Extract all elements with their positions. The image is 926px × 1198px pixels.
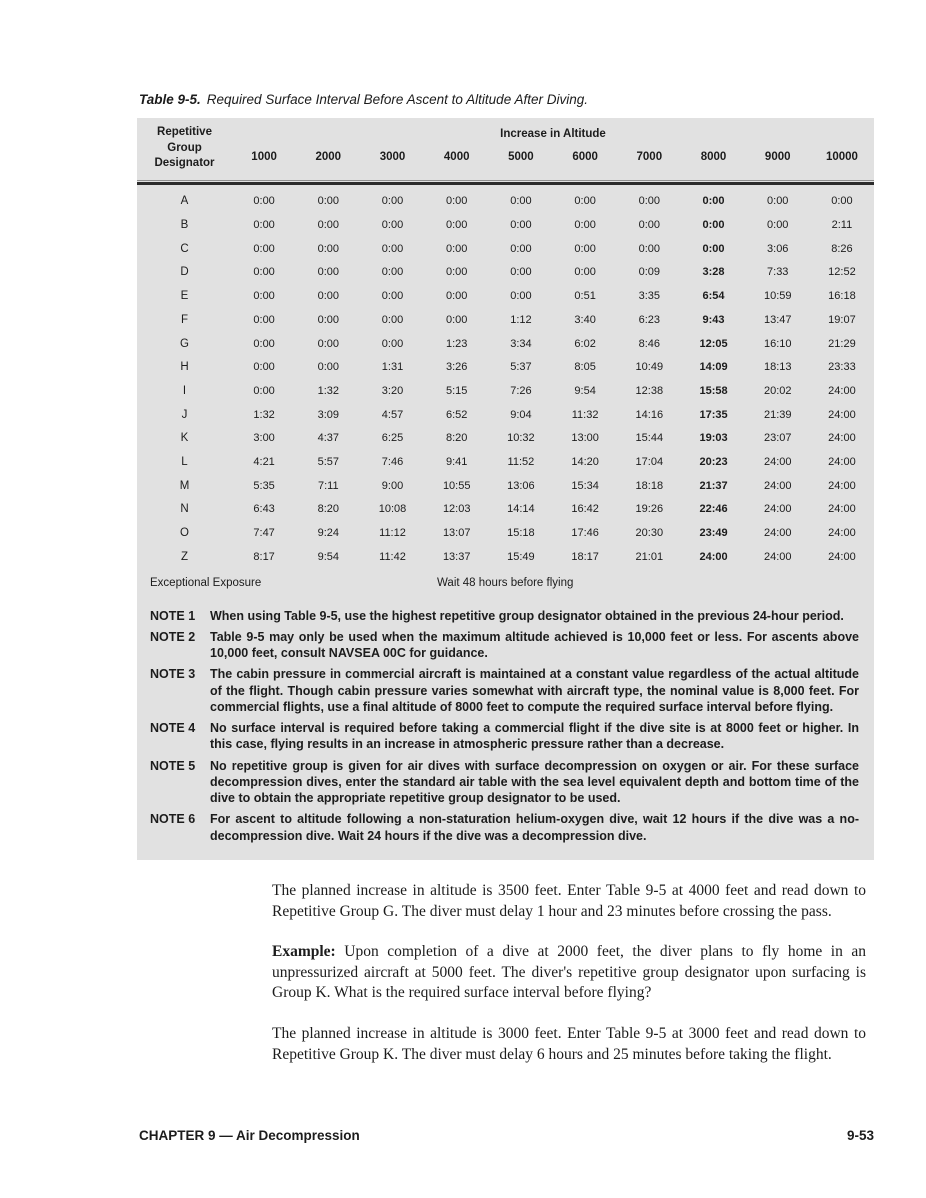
surface-interval-cell: 0:00 [253, 266, 275, 279]
group-designator-cell: Z [180, 550, 189, 563]
surface-interval-cell: 0:00 [253, 337, 275, 350]
altitude-column-header: 2000 [315, 151, 342, 163]
increase-in-altitude-label: Increase in Altitude [500, 128, 606, 140]
surface-interval-cell: 0:00 [317, 361, 340, 374]
note-label: NOTE 3 [150, 667, 196, 682]
note-item [150, 629, 859, 662]
surface-interval-cell: 14:09 [699, 361, 728, 374]
group-designator-cell: K [180, 432, 189, 445]
surface-interval-cell: 5:57 [317, 455, 340, 468]
table-row [137, 474, 874, 498]
surface-interval-cell: 24:00 [763, 503, 792, 516]
surface-interval-cell: 0:00 [510, 219, 532, 232]
surface-interval-cell: 0:00 [381, 266, 404, 279]
surface-interval-cell: 0:00 [253, 242, 275, 255]
surface-interval-cell: 0:00 [446, 266, 468, 279]
footer-chapter-label: CHAPTER 9 — Air Decompression [139, 1128, 360, 1143]
surface-interval-cell: 10:59 [763, 290, 792, 303]
surface-interval-cell: 0:00 [381, 290, 404, 303]
surface-interval-cell: 5:15 [446, 384, 468, 397]
group-designator-cell: B [180, 219, 189, 232]
designator-header-cell [137, 125, 232, 172]
surface-interval-cell: 21:01 [635, 550, 664, 563]
surface-interval-cell: 3:34 [510, 337, 532, 350]
surface-interval-cell: 1:31 [381, 361, 404, 374]
altitude-column-header: 3000 [379, 151, 406, 163]
surface-interval-cell: 10:49 [635, 361, 664, 374]
surface-interval-cell: 24:00 [828, 550, 856, 563]
surface-interval-cell: 0:00 [510, 290, 532, 303]
surface-interval-cell: 6:43 [253, 503, 275, 516]
altitude-column-header: 5000 [508, 151, 534, 163]
group-designator-cell: H [180, 361, 189, 374]
table-row [137, 213, 874, 237]
surface-interval-cell: 2:11 [831, 219, 853, 232]
paragraph-lead: Example: [272, 943, 345, 961]
surface-interval-cell: 0:00 [317, 290, 340, 303]
table-row [137, 284, 874, 308]
surface-interval-cell: 0:00 [702, 242, 725, 255]
table-row [137, 521, 874, 545]
surface-interval-cell: 3:06 [767, 242, 789, 255]
surface-interval-cell: 0:00 [381, 242, 404, 255]
surface-interval-cell: 8:46 [638, 337, 661, 350]
surface-interval-cell: 24:00 [828, 408, 856, 421]
surface-interval-cell: 23:07 [763, 432, 792, 445]
surface-interval-cell: 18:18 [635, 479, 664, 492]
surface-interval-cell: 0:00 [574, 266, 596, 279]
table-row [137, 450, 874, 474]
surface-interval-cell: 0:00 [381, 337, 404, 350]
surface-interval-cell: 3:09 [317, 408, 340, 421]
surface-interval-cell: 9:43 [702, 313, 725, 326]
surface-interval-cell: 7:26 [510, 384, 532, 397]
surface-interval-cell: 11:32 [571, 408, 599, 421]
surface-interval-cell: 0:00 [381, 313, 404, 326]
surface-interval-cell: 8:26 [831, 242, 853, 255]
note-item [150, 720, 859, 753]
surface-interval-cell: 0:00 [510, 266, 532, 279]
surface-interval-cell: 0:51 [574, 290, 596, 303]
surface-interval-cell: 17:04 [635, 455, 664, 468]
surface-interval-cell: 0:00 [317, 266, 340, 279]
surface-interval-cell: 0:00 [253, 219, 275, 232]
body-paragraph: The planned increase in altitude is 3500 feet. Enter Table 9-5 at 4000 feet and read down to Repetitive Group G. The diver must delay 1 hour and 23 minutes before crossing the pass. [272, 882, 866, 920]
note-label: NOTE 4 [150, 721, 196, 736]
surface-interval-cell: 16:10 [763, 337, 792, 350]
table-row [137, 545, 874, 569]
group-designator-cell: M [179, 479, 190, 492]
table-number: Table 9-5. [139, 92, 201, 107]
surface-interval-cell: 24:00 [763, 550, 792, 563]
surface-interval-cell: 3:28 [702, 266, 725, 279]
surface-interval-cell: 17:46 [571, 527, 599, 540]
note-text: No surface interval is required before taking a commercial flight if the dive site is at 8000 feet or higher. In this case, flying results in an increase in atmospheric pressure rather than a decrease. [210, 721, 859, 752]
surface-interval-cell: 1:23 [446, 337, 468, 350]
surface-interval-cell: 21:29 [828, 337, 856, 350]
surface-interval-cell: 15:49 [507, 550, 535, 563]
altitude-column-header: 8000 [700, 151, 727, 163]
surface-interval-cell: 16:42 [571, 503, 599, 516]
surface-interval-cell: 0:00 [831, 195, 853, 208]
surface-interval-cell: 0:00 [253, 384, 275, 397]
group-designator-cell: E [180, 290, 189, 303]
surface-interval-cell: 0:00 [638, 242, 661, 255]
surface-interval-cell: 11:12 [379, 527, 406, 540]
table-caption: Required Surface Interval Before Ascent to Altitude After Diving. [206, 92, 588, 107]
surface-interval-cell: 24:00 [828, 455, 856, 468]
group-designator-cell: D [180, 266, 189, 279]
surface-interval-cell: 0:00 [767, 195, 789, 208]
surface-interval-cell: 0:00 [446, 195, 468, 208]
note-label: NOTE 6 [150, 812, 196, 827]
surface-interval-cell: 5:35 [253, 479, 275, 492]
altitude-column-header: 1000 [251, 151, 277, 163]
surface-interval-cell: 14:14 [507, 503, 535, 516]
surface-interval-cell: 20:02 [763, 384, 792, 397]
surface-interval-cell: 10:08 [378, 503, 407, 516]
surface-interval-cell: 1:12 [510, 313, 532, 326]
surface-interval-cell: 16:18 [828, 290, 856, 303]
surface-interval-cell: 9:24 [317, 527, 340, 540]
table-body [137, 185, 874, 569]
note-item [150, 608, 859, 624]
surface-interval-cell: 13:37 [442, 550, 471, 563]
header-rule-thin [137, 180, 874, 181]
table-row [137, 308, 874, 332]
table-row [137, 426, 874, 450]
group-designator-cell: F [180, 313, 189, 326]
surface-interval-cell: 13:47 [763, 313, 792, 326]
body-paragraphs [272, 881, 866, 1085]
surface-interval-cell: 22:46 [699, 503, 728, 516]
surface-interval-cell: 0:00 [574, 219, 596, 232]
surface-interval-cell: 0:09 [638, 266, 661, 279]
group-designator-cell: G [180, 337, 189, 350]
surface-interval-cell: 9:00 [381, 479, 404, 492]
group-designator-cell: L [181, 455, 188, 468]
surface-interval-cell: 10:55 [442, 479, 471, 492]
surface-interval-cell: 1:32 [317, 384, 340, 397]
surface-interval-cell: 0:00 [317, 313, 340, 326]
surface-interval-cell: 0:00 [253, 290, 275, 303]
designator-header-label: Repetitive Group Designator [154, 126, 215, 170]
surface-interval-cell: 0:00 [446, 242, 468, 255]
altitude-columns-row [232, 151, 874, 163]
surface-interval-cell: 12:05 [699, 337, 728, 350]
body-paragraph: The planned increase in altitude is 3000 feet. Enter Table 9-5 at 3000 feet and read down to Repetitive Group K. The diver must delay 6 hours and 25 minutes before taking the flight. [272, 1025, 866, 1063]
body-paragraph: Example: Upon completion of a dive at 2000 feet, the diver plans to fly home in an unpressurized aircraft at 5000 feet. The diver's repetitive group designator upon surfacing is Group K. What is the required surface interval before flying? [272, 943, 867, 1002]
surface-interval-cell: 0:00 [317, 337, 340, 350]
surface-interval-cell: 24:00 [828, 384, 856, 397]
surface-interval-cell: 15:58 [699, 384, 728, 397]
altitude-header-area [232, 125, 874, 172]
surface-interval-cell: 19:26 [635, 503, 664, 516]
table-row [137, 190, 874, 214]
table-title [139, 92, 588, 107]
surface-interval-cell: 24:00 [763, 479, 792, 492]
note-text: Table 9-5 may only be used when the maximum altitude achieved is 10,000 feet or less. For ascents above 10,000 feet, consult NAVSEA 00C for guidance. [210, 629, 859, 661]
surface-interval-cell: 5:37 [510, 361, 532, 374]
notes-section [137, 597, 874, 852]
surface-interval-cell: 0:00 [317, 219, 340, 232]
surface-interval-cell: 20:23 [699, 455, 728, 468]
surface-interval-cell: 14:20 [571, 455, 599, 468]
surface-interval-cell: 0:00 [253, 195, 275, 208]
note-label: NOTE 1 [150, 608, 196, 623]
surface-interval-cell: 8:05 [574, 361, 596, 374]
altitude-column-header: 7000 [636, 151, 663, 163]
surface-interval-cell: 0:00 [253, 313, 275, 326]
exceptional-exposure-row [137, 569, 874, 597]
surface-interval-cell: 18:13 [763, 361, 792, 374]
altitude-column-header: 10000 [825, 151, 858, 163]
note-text: No repetitive group is given for air dives with surface decompression on oxygen or air. For these surface decompression dives, enter the standard air table with the sea level equivalent depth and bottom time of the dive to obtain the appropriate repetitive group designator to be used. [210, 758, 859, 806]
surface-interval-cell: 0:00 [767, 219, 789, 232]
surface-interval-cell: 3:26 [446, 361, 468, 374]
surface-interval-cell: 13:06 [507, 479, 535, 492]
altitude-column-header: 4000 [443, 151, 470, 163]
footer-page-number: 9-53 [846, 1128, 874, 1143]
surface-interval-cell: 24:00 [699, 550, 728, 563]
surface-interval-cell: 8:20 [446, 432, 468, 445]
surface-interval-cell: 0:00 [317, 195, 340, 208]
surface-interval-cell: 0:00 [317, 242, 340, 255]
note-item [150, 758, 859, 807]
group-designator-cell: A [180, 195, 189, 208]
surface-interval-cell: 13:07 [442, 527, 471, 540]
group-designator-cell: J [181, 408, 188, 421]
table-panel [137, 118, 874, 860]
surface-interval-cell: 7:11 [318, 479, 339, 492]
surface-interval-cell: 20:30 [635, 527, 664, 540]
surface-interval-cell: 0:00 [638, 195, 661, 208]
surface-interval-cell: 15:44 [635, 432, 664, 445]
note-text: When using Table 9-5, use the highest repetitive group designator obtained in the previous 24-hour period. [210, 608, 844, 623]
surface-interval-cell: 0:00 [702, 219, 725, 232]
table-row [137, 403, 874, 427]
surface-interval-cell: 14:16 [635, 408, 664, 421]
surface-interval-cell: 3:40 [574, 313, 596, 326]
surface-interval-cell: 24:00 [763, 455, 792, 468]
surface-interval-cell: 0:00 [446, 219, 468, 232]
surface-interval-cell: 24:00 [828, 432, 856, 445]
surface-interval-cell: 0:00 [381, 219, 404, 232]
table-header [137, 118, 874, 172]
surface-interval-cell: 1:32 [253, 408, 275, 421]
surface-interval-cell: 24:00 [828, 503, 856, 516]
note-text: The cabin pressure in commercial aircraft is maintained at a constant value regardless of the actual altitude of the flight. Though cabin pressure varies somewhat with aircraft type, the nominal value is 8,000 feet. For commercial flights, use a final altitude of 8000 feet to compute the required surface interval before flying. [210, 667, 859, 714]
surface-interval-cell: 0:00 [574, 242, 596, 255]
surface-interval-cell: 0:00 [381, 195, 404, 208]
surface-interval-cell: 4:37 [317, 432, 340, 445]
surface-interval-cell: 12:03 [442, 503, 471, 516]
surface-interval-cell: 15:18 [507, 527, 535, 540]
surface-interval-cell: 7:46 [381, 455, 404, 468]
surface-interval-cell: 0:00 [446, 290, 468, 303]
table-row [137, 261, 874, 285]
surface-interval-cell: 19:07 [828, 313, 856, 326]
surface-interval-cell: 6:02 [574, 337, 596, 350]
altitude-column-header: 6000 [572, 151, 598, 163]
surface-interval-cell: 0:00 [510, 242, 532, 255]
surface-interval-cell: 4:57 [381, 408, 404, 421]
surface-interval-cell: 3:35 [638, 290, 661, 303]
surface-interval-cell: 0:00 [253, 361, 275, 374]
surface-interval-cell: 10:32 [507, 432, 535, 445]
surface-interval-cell: 17:35 [699, 408, 728, 421]
surface-interval-cell: 11:42 [379, 550, 406, 563]
table-row [137, 379, 874, 403]
note-label: NOTE 5 [150, 758, 196, 773]
surface-interval-cell: 18:17 [571, 550, 599, 563]
group-designator-cell: C [180, 242, 189, 255]
surface-interval-cell: 8:17 [253, 550, 275, 563]
note-text: For ascent to altitude following a non-staturation helium-oxygen dive, wait 12 hours if the dive was a no-decompression dive. Wait 24 hours if the dive was a decompression dive. [210, 812, 859, 843]
surface-interval-cell: 12:52 [828, 266, 856, 279]
surface-interval-cell: 11:52 [507, 455, 535, 468]
surface-interval-cell: 12:38 [635, 384, 664, 397]
group-designator-cell: O [180, 527, 189, 540]
table-row [137, 237, 874, 261]
note-label: NOTE 2 [150, 629, 196, 644]
surface-interval-cell: 6:52 [446, 408, 468, 421]
surface-interval-cell: 21:37 [699, 479, 728, 492]
surface-interval-cell: 24:00 [828, 527, 856, 540]
surface-interval-cell: 7:33 [767, 266, 789, 279]
surface-interval-cell: 21:39 [763, 408, 792, 421]
surface-interval-cell: 0:00 [446, 313, 468, 326]
table-row [137, 332, 874, 356]
surface-interval-cell: 9:04 [510, 408, 532, 421]
surface-interval-cell: 6:54 [702, 290, 725, 303]
surface-interval-cell: 8:20 [317, 503, 340, 516]
surface-interval-cell: 13:00 [571, 432, 599, 445]
note-item [150, 666, 859, 715]
page-footer [139, 1128, 874, 1143]
surface-interval-cell: 0:00 [638, 219, 661, 232]
surface-interval-cell: 0:00 [574, 195, 596, 208]
surface-interval-cell: 3:00 [253, 432, 275, 445]
surface-interval-cell: 7:47 [253, 527, 275, 540]
note-item [150, 811, 859, 844]
surface-interval-cell: 24:00 [763, 527, 792, 540]
surface-interval-cell: 19:03 [699, 432, 728, 445]
table-row [137, 355, 874, 379]
surface-interval-cell: 9:54 [317, 550, 340, 563]
surface-interval-cell: 23:49 [699, 527, 728, 540]
surface-interval-cell: 6:23 [638, 313, 661, 326]
surface-interval-cell: 0:00 [510, 195, 532, 208]
surface-interval-cell: 4:21 [253, 455, 275, 468]
surface-interval-cell: 15:34 [571, 479, 599, 492]
surface-interval-cell: 9:41 [446, 455, 468, 468]
surface-interval-cell: 6:25 [381, 432, 404, 445]
surface-interval-cell: 23:33 [828, 361, 856, 374]
exceptional-exposure-label: Exceptional Exposure [150, 576, 262, 589]
group-designator-cell: N [180, 503, 189, 516]
surface-interval-cell: 24:00 [828, 479, 856, 492]
altitude-column-header: 9000 [764, 151, 791, 163]
exceptional-exposure-value: Wait 48 hours before flying [437, 576, 574, 589]
surface-interval-cell: 9:54 [574, 384, 596, 397]
surface-interval-cell: 0:00 [702, 195, 725, 208]
table-row [137, 497, 874, 521]
surface-interval-cell: 3:20 [381, 384, 404, 397]
group-designator-cell: I [182, 384, 187, 397]
